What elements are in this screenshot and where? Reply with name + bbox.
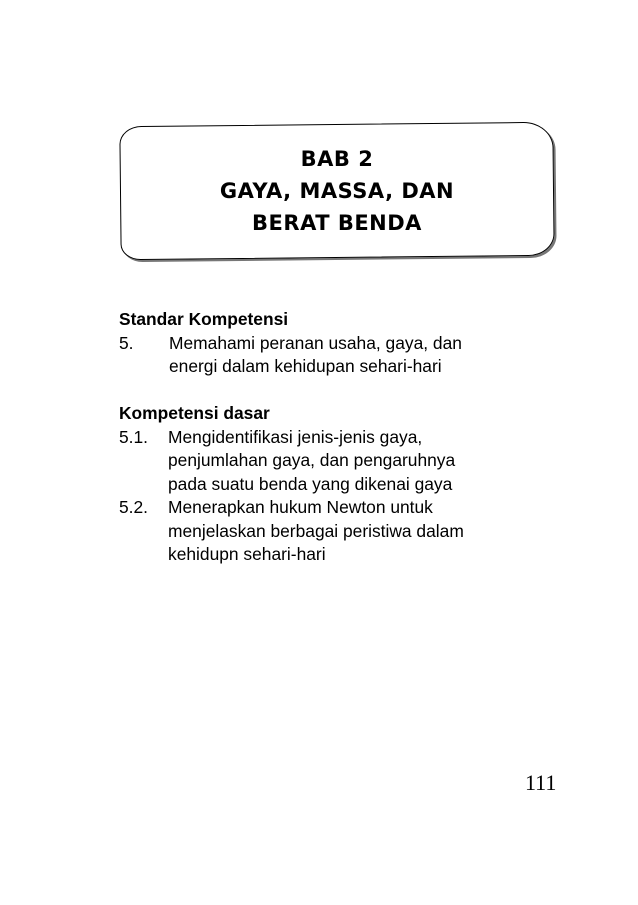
item-line: penjumlahan gaya, dan pengaruhnya <box>168 450 456 470</box>
chapter-title-line-2: BERAT BENDA <box>252 211 422 235</box>
item-line: Mengidentifikasi jenis-jenis gaya, <box>168 426 423 447</box>
item-line: Memahami peranan usaha, gaya, dan <box>169 332 462 353</box>
basic-competency-item <box>119 496 589 567</box>
page-number: 111 <box>525 770 557 795</box>
item-line: menjelaskan berbagai peristiwa dalam <box>168 520 464 541</box>
spacer <box>119 379 589 403</box>
basic-competency-item <box>119 426 589 497</box>
item-text <box>168 426 455 497</box>
item-number: 5. <box>119 332 134 353</box>
competency-section <box>119 308 589 567</box>
basic-competency-heading: Kompetensi dasar <box>119 403 270 423</box>
item-text <box>169 332 462 379</box>
chapter-title-line-1: GAYA, MASSA, DAN <box>219 179 455 203</box>
item-line: energi dalam kehidupan sehari-hari <box>169 356 442 376</box>
item-line: pada suatu benda yang dikenai gaya <box>168 473 453 494</box>
item-number: 5.2. <box>119 497 149 517</box>
chapter-title <box>120 124 554 258</box>
chapter-number: BAB 2 <box>300 147 374 171</box>
item-line: Menerapkan hukum Newton untuk <box>168 497 433 517</box>
standard-competency-item <box>119 332 589 379</box>
item-number: 5.1. <box>119 426 149 447</box>
item-text <box>168 496 464 567</box>
item-line: kehidupn sehari-hari <box>168 544 326 564</box>
standard-competency-heading: Standar Kompetensi <box>119 309 289 329</box>
